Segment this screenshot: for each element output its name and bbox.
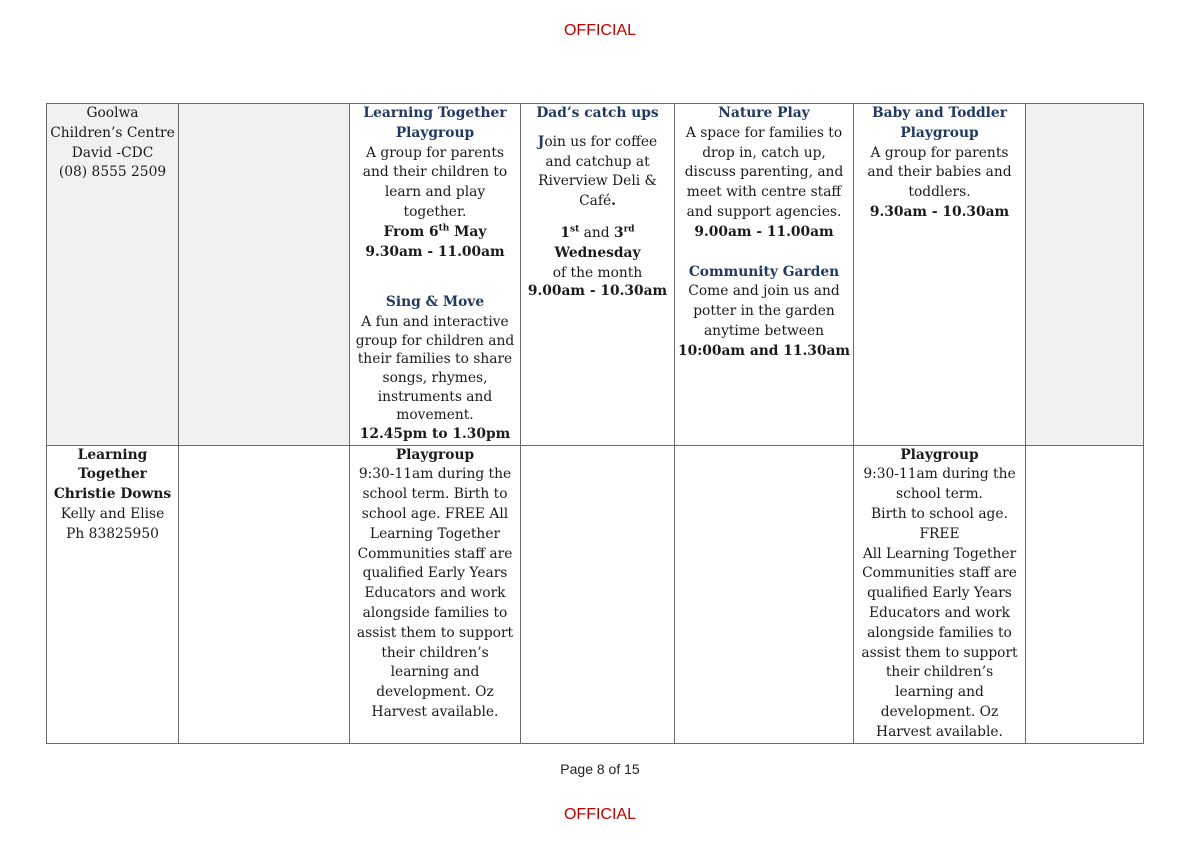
location-contact: David -CDC xyxy=(71,144,154,161)
program-frequency: of the month xyxy=(552,264,643,281)
program-title: Learning Together Playgroup xyxy=(363,105,507,141)
location-name: Goolwa xyxy=(86,105,139,121)
program-start-date: From 6th May xyxy=(383,223,487,240)
program-cell xyxy=(521,104,675,446)
schedule-table xyxy=(46,103,1144,744)
location-cell xyxy=(47,445,179,743)
empty-cell xyxy=(1026,445,1144,743)
program-title: Baby and Toddler Playgroup xyxy=(872,105,1007,141)
program-title: Dad’s catch ups xyxy=(536,105,659,121)
program-title: Playgroup xyxy=(395,446,475,463)
program-weekday: Wednesday xyxy=(554,244,641,261)
program-cell xyxy=(350,104,521,446)
empty-cell xyxy=(179,445,350,743)
program-time: 9.30am - 10.30am xyxy=(869,203,1010,220)
program-days: 1st and 3rd xyxy=(560,224,635,241)
program-description: All Learning Together Communities staff are qualified Early Years Educators and work alongside families to assist them to support their children’s learning and development. Oz Harvest available. xyxy=(861,545,1018,740)
location-name: Learning Together xyxy=(77,446,148,483)
program-time: 9.00am - 11.00am xyxy=(694,223,834,240)
classification-footer: OFFICIAL xyxy=(563,806,636,823)
program-time: 10:00am and 11.30am xyxy=(678,342,850,359)
program-description: Come and join us and potter in the garden anytime between xyxy=(688,283,840,339)
program-description: Join us for coffee and catchup at Riverview Deli & Café. xyxy=(537,133,658,210)
program-cell xyxy=(350,445,521,743)
program-description: Birth to school age. FREE xyxy=(871,505,1008,542)
location-centre: Children’s Centre xyxy=(50,124,175,141)
program-title: Sing & Move xyxy=(385,294,485,311)
location-suburb: Christie Downs xyxy=(53,486,172,503)
program-cell xyxy=(854,104,1026,446)
program-description: 9:30-11am during the school term. xyxy=(863,466,1016,503)
program-title: Nature Play xyxy=(718,105,810,121)
location-cell xyxy=(47,104,179,446)
program-time: 9.00am - 10.30am xyxy=(527,283,668,300)
program-description: 9:30-11am during the school term. Birth to school age. FREE All Learning Together Communities staff are qualified Early Years Educators and work alongside families to assist them to support their children’s learning and development. Oz Harvest available. xyxy=(356,466,514,720)
location-phone: (08) 8555 2509 xyxy=(58,164,167,181)
classification-header: OFFICIAL xyxy=(563,22,636,39)
table-row xyxy=(47,445,1144,743)
program-time: 9.30am - 11.00am xyxy=(365,243,505,260)
location-phone: Ph 83825950 xyxy=(66,525,159,542)
program-description: A group for parents and their children to learn and play together. xyxy=(362,144,508,220)
program-description: A fun and interactive group for children and their families to share songs, rhymes, instruments and movement. xyxy=(355,314,515,424)
table-row xyxy=(47,104,1144,446)
location-contact: Kelly and Elise xyxy=(60,505,165,522)
program-cell xyxy=(854,445,1026,743)
program-title: Community Garden xyxy=(688,263,840,280)
program-title: Playgroup xyxy=(900,446,979,463)
empty-cell xyxy=(1026,104,1144,446)
empty-cell xyxy=(521,445,675,743)
program-cell xyxy=(675,104,854,446)
page-number: Page 8 of 15 xyxy=(560,761,640,777)
empty-cell xyxy=(675,445,854,743)
program-description: A group for parents and their babies and toddlers. xyxy=(867,144,1012,201)
program-description: A space for families to drop in, catch up, discuss parenting, and meet with centre staff and support agencies. xyxy=(684,124,844,220)
empty-cell xyxy=(179,104,350,446)
program-time: 12.45pm to 1.30pm xyxy=(359,425,511,442)
